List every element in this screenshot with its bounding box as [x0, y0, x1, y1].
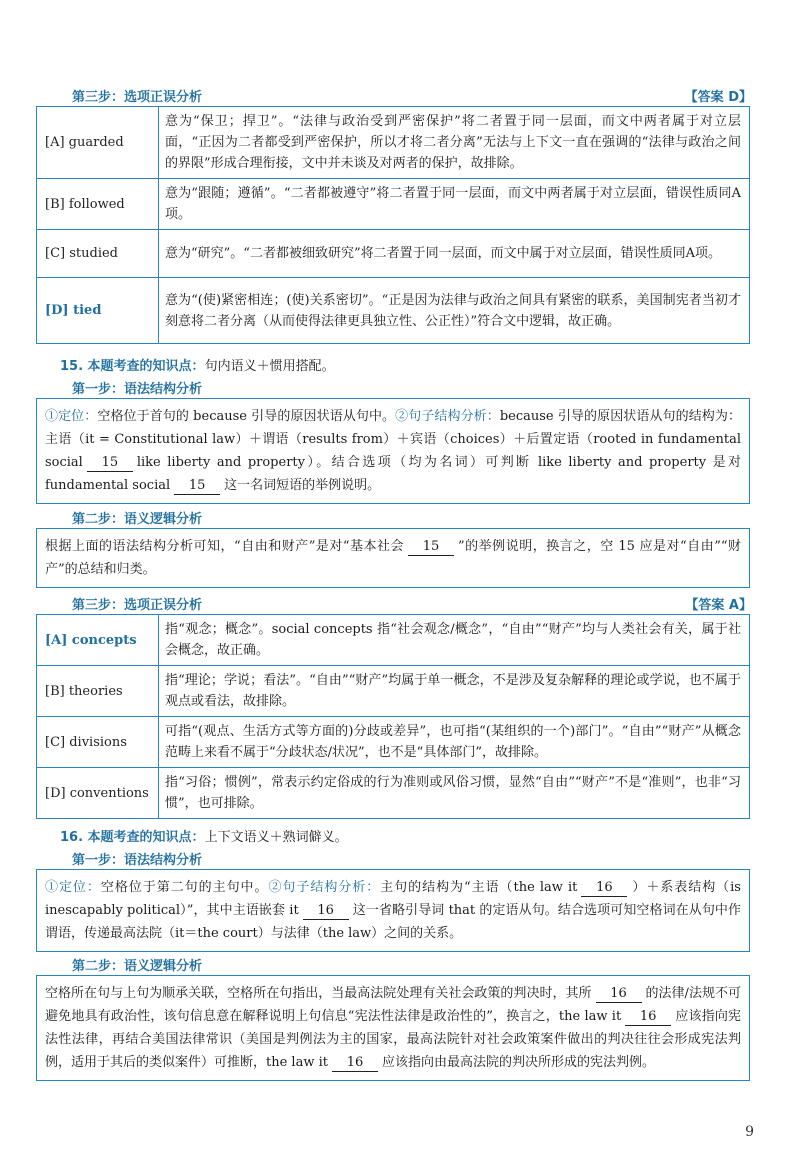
text: 这一省略引导词 that 的定语从句。结合选项可知空格词在从句中作谓语，传递最高法院（it＝the court）与法律（the law）之间的关系。 [45, 903, 741, 941]
answer-badge-q15: 【答案 A】 [685, 598, 752, 613]
question-15-topic: 句内语义＋惯用搭配。 [204, 359, 335, 374]
text: 这一名词短语的举例说明。 [224, 478, 381, 493]
options-table-q14 [36, 106, 750, 344]
page-number: 9 [745, 1124, 754, 1140]
option-key: [D] conventions [37, 768, 159, 819]
option-key: [C] divisions [37, 717, 159, 768]
grammar-analysis-box-q16 [36, 869, 750, 952]
option-explanation: 意为“保卫；捍卫”。“法律与政治受到严密保护”将二者置于同一层面，而文中两者属于对立层面，“正因为二者都受到严密保护，所以才将二者分离”无法与上下文一直在强调的“法律与政治之间的界限”形成合理衔接，文中并未谈及对两者的保护，故排除。 [159, 107, 750, 179]
step3-heading-q14: 第三步：选项正误分析 [72, 90, 203, 105]
table-row [37, 666, 750, 717]
step2-heading-q16: 第二步：语义逻辑分析 [72, 959, 203, 974]
step1-heading-q16: 第一步：语法结构分析 [72, 853, 203, 868]
table-row [37, 717, 750, 768]
blank-16: 16 [625, 1009, 671, 1026]
text: 应该指向由最高法院的判决所形成的宪法判例。 [381, 1055, 655, 1070]
option-explanation: 指“理论；学说；看法”。“自由”“财产”均属于单一概念，不是涉及复杂解释的理论或学说，也不属于观点或看法，故排除。 [159, 666, 750, 717]
text: 空格所在句与上句为顺承关联，空格所在句指出，当最高法院处理有关社会政策的判决时，其所 [45, 986, 592, 1001]
text: 空格位于首句的 because 引导的原因状语从句中。 [97, 409, 396, 424]
semantic-analysis-box-q15 [36, 528, 750, 588]
table-row [37, 179, 750, 230]
semantic-analysis-box-q16 [36, 975, 750, 1081]
option-explanation: 指“观念；概念”。social concepts 指“社会观念/概念”，“自由”“财产”均与人类社会有关，属于社会概念，故正确。 [159, 615, 750, 666]
option-explanation: 意为“跟随；遵循”。“二者都被遵守”将二者置于同一层面，而文中两者属于对立层面，错误性质同A项。 [159, 179, 750, 230]
question-16-label: 16. 本题考查的知识点： [60, 830, 205, 845]
option-key: [B] theories [37, 666, 159, 717]
blank-16: 16 [581, 880, 627, 897]
step1-heading-q15: 第一步：语法结构分析 [72, 382, 203, 397]
option-key: [C] studied [37, 230, 159, 278]
question-15-heading [60, 355, 335, 374]
text: 应该指向宪法性法律，再结合美国法律常识（美国是判例法为主的国家，最高法院针对社会政策案件做出的判决往往会形成宪法判例，适用于其后的类似案件）可推断，the law it [45, 1009, 741, 1070]
question-16-topic: 上下文语义＋熟词僻义。 [204, 830, 348, 845]
text: 主句的结构为“主语（the law it [380, 880, 578, 895]
blank-15: 15 [408, 539, 454, 556]
blank-16: 16 [332, 1055, 378, 1072]
text: because 引导的原因状语从句的结构为：主语（it = Constitutional law）＋谓语（results from）＋宾语（choices）＋后置定语（rooted in fundamental social [45, 409, 741, 470]
options-table-q15 [36, 614, 750, 819]
table-row [37, 107, 750, 179]
structure-label: ②句子结构分析： [395, 409, 500, 424]
option-explanation: 意为“研究”。“二者都被细致研究”将二者置于同一层面，而文中属于对立层面，错误性质同A项。 [159, 230, 750, 278]
table-row [37, 230, 750, 278]
option-key: [B] followed [37, 179, 159, 230]
option-key: [A] guarded [37, 107, 159, 179]
locate-label: ①定位： [45, 409, 98, 424]
grammar-analysis-box-q15 [36, 398, 750, 504]
question-15-label: 15. 本题考查的知识点： [60, 359, 205, 374]
blank-15: 15 [174, 478, 220, 495]
locate-label: ①定位： [45, 880, 101, 895]
option-explanation: 意为“(使)紧密相连；(使)关系密切”。“正是因为法律与政治之间具有紧密的联系，美国制宪者当初才刻意将二者分离（从而使得法律更具独立性、公正性）”符合文中逻辑，故正确。 [159, 278, 750, 344]
text: 根据上面的语法结构分析可知，“自由和财产”是对“基本社会 [45, 539, 405, 554]
table-row [37, 768, 750, 819]
question-16-heading [60, 826, 348, 845]
option-explanation: 可指“(观点、生活方式等方面的)分歧或差异”，也可指“(某组织的一个)部门”。“自由”“财产”从概念范畴上来看不属于“分歧状态/状况”，也不是“具体部门”，故排除。 [159, 717, 750, 768]
table-row [37, 615, 750, 666]
blank-16: 16 [596, 986, 642, 1003]
answer-badge-q14: 【答案 D】 [684, 90, 752, 105]
option-explanation: 指“习俗；惯例”，常表示约定俗成的行为准则或风俗习惯，显然“自由”“财产”不是“准则”，也非“习惯”，也可排除。 [159, 768, 750, 819]
table-row [37, 278, 750, 344]
structure-label: ②句子结构分析： [268, 880, 381, 895]
step2-heading-q15: 第二步：语义逻辑分析 [72, 512, 203, 527]
option-key-correct: [D] tied [37, 278, 159, 344]
text: ）＋系表结构（is inescapably political）”，其中主语嵌套 it [45, 880, 741, 918]
step3-heading-q15: 第三步：选项正误分析 [72, 598, 203, 613]
text: like liberty and property）。结合选项（均为名词）可判断 like liberty and property 是对 fundamental social [45, 455, 741, 493]
text: 空格位于第二句的主句中。 [100, 880, 269, 895]
text: 的法律/法规不可避免地具有政治性，该句信息意在解释说明上句信息“宪法性法律是政治性的”，换言之，the law it [45, 986, 741, 1024]
blank-15: 15 [87, 455, 133, 472]
blank-16: 16 [303, 903, 349, 920]
text: ”的举例说明，换言之，空 15 应是对“自由”“财产”的总结和归类。 [45, 539, 741, 577]
option-key-correct: [A] concepts [37, 615, 159, 666]
